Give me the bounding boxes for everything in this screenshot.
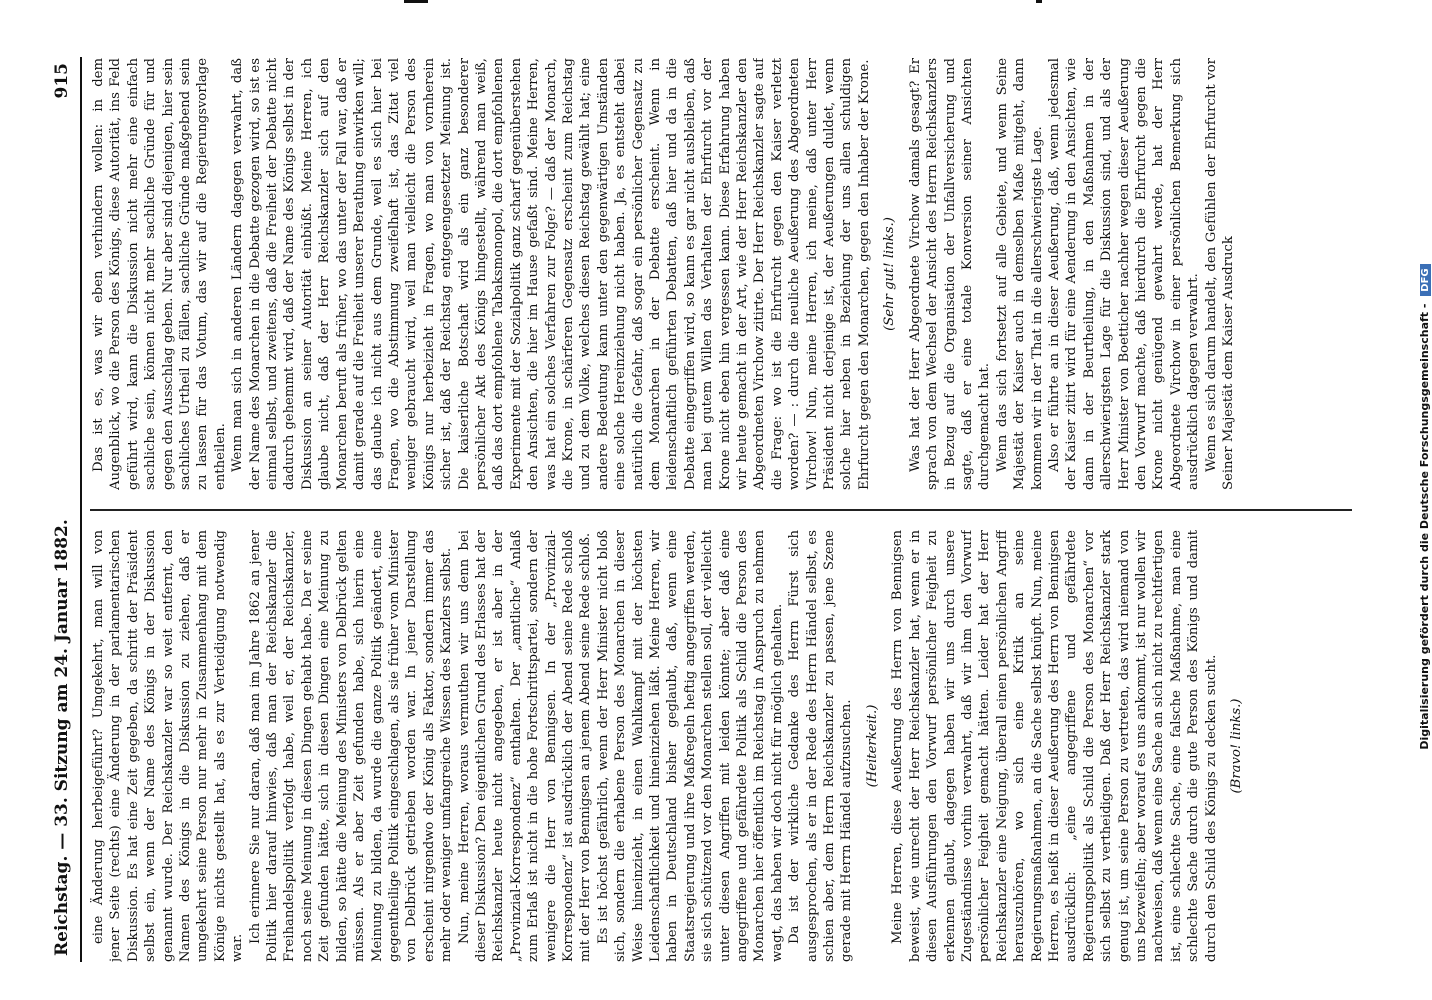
paragraph: Das ist es, was wir eben verhindern wollen: in dem Augenblick, wo die Person des Königs, diese Autorität, ins Feld geführt wird, kann die Diskussion nicht mehr eine einfach sachliche sein, können nicht mehr sachliche Gründe für und gegen den Ausschlag geben. Nur aber sind diejenigen, hier sein sachliches Urtheil zu fällen, sachliche Gründe maßgebend sein zu lassen für das Votum, das wir auf die Regierungsvorlage entheilen. bbox=[91, 58, 228, 490]
paragraph: Also er führte an in dieser Aeußerung, daß, wenn jedesmal der Kaiser zitirt wird für eine Aenderung in den Ansichten, wie dann in der Beurtheilung, in den Maßnahmen in der allerschwierigsten Lage für die Diskussion sind, und als der Herr Minister von Boetticher nachher wegen dieser Aeußerung den Vorwurf machte, daß hierdurch die Ehrfurcht gegen die Krone nicht genügend gewahrt werde, hat der Herr Abgeordnete Virchow in einer persönlichen Bemerkung sich ausdrücklich dagegen verwahrt. bbox=[1046, 58, 1202, 490]
credit-text: Digitalisierung gefördert durch die Deutsche Forschungsgemeinschaft - bbox=[1418, 303, 1431, 750]
page-header bbox=[46, 57, 80, 962]
paragraph: Wenn man sich in anderen Ländern dagegen verwahrt, daß der Name des Monarchen in die Debatte gezogen wird, so ist es einmal selbst, und zweitens, daß die Freiheit der Debatte nicht dadurch gehemmt wird, daß der Name des Königs selbst in der Diskussion an seiner Autorität einbüßt. Meine Herren, ich glaube nicht, daß der Herr Reichskanzler sich auf den Monarchen beruft als früher, wo das unter der Fall war, daß er damit gerade auf die Freiheit unserer Berathung einwirken will; das glaube ich nicht aus dem Grunde, weil es sich hier bei Fragen, wo die Abstimmung zweifelhaft ist, das Zitat viel weniger gebraucht wird, weil man vielleicht die Person des Königs nur herbeizieht in Fragen, wo man von vornherein sicher ist, daß der Reichstag entgegengesetzter Meinung ist. Die kaiserliche Botschaft wird als ein ganz besonderer persönlicher Akt des Königs hingestellt, während man weiß, daß das dort empfohlene Tabaksmonopol, die dort empfohlenen Experimente mit der Sozialpolitik ganz scharf gegenüberstehen den Ansichten, die hier im Hause gefaßt sind. Meine Herren, was hat ein solches Verfahren zur Folge? — daß der Monarch, die Krone, in schärferen Gegensatz erscheint zum Reichstag und zu dem Volke, welches diesen Reichstag gewählt hat; eine andere Bedeutung kann unter den gegenwärtigen Umständen eine solche Hereinziehung nicht haben. Ja, es entsteht dabei natürlich die Gefahr, daß sogar ein persönlicher Gegensatz zu dem Monarchen in der Debatte erscheint. Wenn in leidenschaftlich geführten Debatten, daß hier und da in die Debatte eingegriffen wird, so kann es gar nicht ausbleiben, daß man bei gutem Willen das Verhalten der Ehrfurcht vor der Krone nicht eben hin vergessen kann. Diese Erfahrung haben wir heute gemacht in der Art, wie der Herr Reichskanzler den Abgeordneten Virchow zitirte. Der Herr Reichskanzler sagte auf die Frage: wo ist die Ehrfurcht gegen den Kaiser verletzt worden? — : durch die neuliche Aeußerung des Abgeordneten Virchow! Nun, meine Herren, ich meine, daß unter Herr Präsident nicht derjenige ist, der Aeußerungen duldet, wenn solche hier neben in Beziehung der uns allen schuldigen Ehrfurcht gegen den Monarchen, gegen den Inhaber der Krone. bbox=[230, 58, 872, 490]
paragraph: Meine Herren, diese Aeußerung des Herrn von Bennigsen beweist, wie unrecht der Herr Reichskanzler hat, wenn er in diesen Ausführungen den Vorwurf persönlicher Feigheit zu erkennen glaubt, dagegen haben wir uns durch unsere Zugeständnisse vorhin verwahrt, daß wir ihm den Vorwurf persönlicher Feigheit gemacht hätten. Leider hat der Herr Reichskanzler eine Neigung, überall einen persönlichen Angriff herauszuhören, wo sich eine Kritik an seine Regierungsmaßnahmen, an die Sache selbst knüpft. Nun, meine Herren, es heißt in dieser Aeußerung des Herrn von Bennigsen ausdrücklich: „eine angegriffene und gefährdete Regierungspolitik als Schild die Person des Monarchen“ vor sich selbst zu vertheidigen. Daß der Herr Reichskanzler stark genug ist, um seine Person zu vertreten, das wird niemand von uns bezweifeln; aber worauf es uns ankommt, ist nur wollen wir nachweisen, daß wenn eine Sache an sich nicht zu rechtfertigen ist, eine schlechte Sache, eine falsche Maßnahme, man eine schlechte Sache durch die gute Person des Königs und damit durch den Schild des Königs zu decken sucht. bbox=[890, 530, 1219, 962]
interjection: (Sehr gut! links.) bbox=[882, 217, 898, 331]
text-column-right bbox=[90, 58, 1352, 490]
scan-speck bbox=[1036, 0, 1042, 3]
text-column-left bbox=[90, 530, 1352, 962]
scan-speck bbox=[404, 0, 428, 3]
page-number: 915 bbox=[52, 63, 72, 99]
digitization-credit bbox=[1392, 14, 1432, 1000]
interjection: (Bravo! links.) bbox=[1229, 698, 1244, 794]
running-title: Reichstag. — 33. Sitzung am 24. Januar 1882. bbox=[52, 519, 72, 956]
paragraph: Da ist der wirkliche Gedanke des Herrn Fürst sich ausgesprochen, als er in der Rede des Herrn Händel selbst, es schien aber, dem Herrn Reichskanzler zu passen, jene Szene gerade mit Herrn Händel aufzusuchen. bbox=[787, 530, 855, 962]
interjection: (Heiterkeit.) bbox=[864, 704, 880, 788]
paragraph: Wenn das sich fortsetzt auf alle Gebiete, und wenn Seine Majestät der Kaiser auch in demselben Maße mitgeht, dann kommen wir in der That in die allerschwierigste Lage. bbox=[994, 58, 1045, 490]
credit-text-wrapper bbox=[1418, 14, 1432, 1000]
paragraph: Nun, meine Herren, woraus vermuthen wir uns denn bei dieser Diskussion? Den eigentlichen Grund des Erlasses hat der Reichskanzler heute nicht angegeben, er ist aber in der „Provinzial-Korrespondenz“ enthalten. Der „amtliche“ Anlaß zum Erlaß ist nicht in die hohe Fortschrittspartei, sondern der wenigere die Herr von Bennigsen. In der „Provinzial-Korrespondenz“ ist ausdrücklich der Abend seine Rede schloß mit der Herr von Bennigsen an jenem Abend seine Rede schloß. bbox=[456, 530, 594, 962]
paragraph: eine Änderung herbeigeführt? Umgekehrt, man will von jener Seite (rechts) eine Änderung in der parlamentarischen Diskussion. Es hat eine Zeit gegeben, da schritt der Präsident selbst ein, wenn der Name des Königs in der Diskussion genannt wurde. Der Reichskanzler war so weit entfernt, den Namen des Königs in die Diskussion zu ziehen, daß er umgekehrt seine Person nur mehr in Zusammenhang mit dem Könige nichts gestellt hat, als es zur Verteidigung notwendig war. bbox=[91, 530, 246, 962]
paragraph: Was hat der Herr Abgeordnete Virchow damals gesagt? Er sprach von dem Wechsel der Ansicht des Herrn Reichskanzlers in Bezug auf die Organisation der Unfallversicherung und sagte, daß er eine totale Konversion seiner Ansichten durchgemacht hat. bbox=[907, 58, 993, 490]
rotated-page-content bbox=[46, 57, 1356, 962]
paragraph: Ich erinnere Sie nur daran, daß man im Jahre 1862 an jener Politik hier darauf hinwies, daß man der Reichskanzler die Freihandelspolitik verfolgt habe, weil er, der Reichskanzler, noch seine Meinung in diesen Dingen gehabt habe. Da er seine Zeit gefunden hätte, sich in diesen Dingen eine Meinung zu bilden, so hätte die Meinung des Ministers von Delbrück gelten müssen. Als er aber Zeit gefunden habe, sich hierin eine Meinung zu bilden, da wurde die ganze Politik geändert, eine gegentheilige Politik eingeschlagen, als sie früher vom Minister von Delbrück getrieben worden war. In jener Darstellung erscheint nirgendwo der König als Faktor, sondern immer das mehr oder weniger umfangreiche Wissen des Kanzlers selbst. bbox=[247, 530, 455, 962]
column-divider bbox=[90, 509, 1352, 511]
dfg-logo: DFG bbox=[1420, 264, 1431, 295]
header-rule bbox=[80, 57, 82, 962]
paragraph: Es ist höchst gefährlich, wenn der Herr Minister nicht bloß sich, sondern die erhabene Person des Monarchen in dieser Weise hineinzieht, in einen Wahlkampf mit der höchsten Leidenschaftlichkeit und hineinziehen läßt. Meine Herren, wir haben in Deutschland bisher geglaubt, daß, wenn eine Staatsregierung und ihre Maßregeln heftig angegriffen werden, sie sich schützend vor den Monarchen stellen soll, der vielleicht unter diesen Angriffen mit leiden könnte; aber daß eine angegriffene und gefährdete Politik als Schild die Person des Monarchen hier öffentlich im Reichstag in Anspruch zu nehmen wagt, das haben wir doch nicht für möglich gehalten. bbox=[595, 530, 785, 962]
paragraph: Wenn es sich darum handelt, den Gefühlen der Ehrfurcht vor Seiner Majestät dem Kaiser Ausdruck bbox=[1203, 58, 1236, 490]
